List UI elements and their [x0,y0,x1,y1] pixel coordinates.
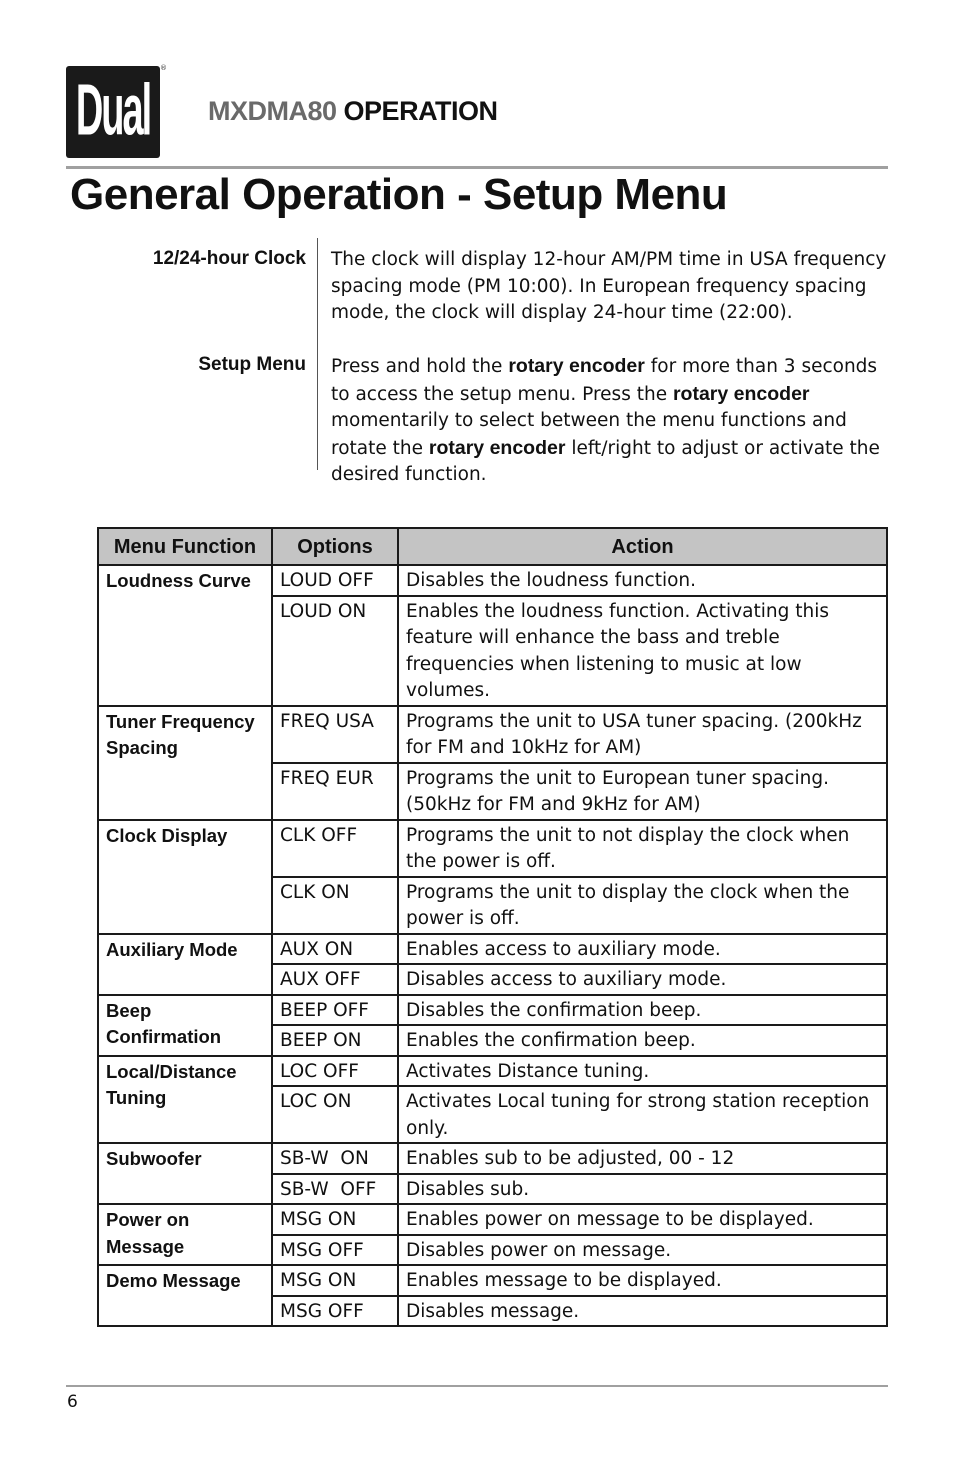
action-cell: Enables sub to be adjusted, 00 - 12 [398,1143,887,1174]
action-cell: Disables sub. [398,1174,887,1205]
action-cell: Programs the unit to not display the clock when the power is off. [398,820,887,877]
table-row [98,565,887,596]
action-cell: Programs the unit to display the clock when the power is off. [398,877,887,934]
action-cell: Enables the loudness function. Activating this feature will enhance the bass and treble frequencies when listening to music at low volumes. [398,596,887,706]
header-action: Action [398,528,887,565]
table-row [98,820,887,877]
table-row [98,706,887,763]
table-row [98,1056,887,1087]
menu-function-cell: Tuner Frequency Spacing [98,706,272,820]
action-cell: Disables power on message. [398,1235,887,1266]
registered-mark: ® [160,64,167,72]
dual-logo [66,66,160,158]
action-cell: Disables the loudness function. [398,565,887,596]
logo-wordmark: Dual [75,71,151,151]
header-options: Options [272,528,398,565]
action-cell: Enables the confirmation beep. [398,1025,887,1056]
table-row [98,1265,887,1296]
action-cell: Disables access to auxiliary mode. [398,964,887,995]
option-cell: MSG OFF [272,1296,398,1327]
option-cell: LOUD ON [272,596,398,706]
action-cell: Enables message to be displayed. [398,1265,887,1296]
clock-description: The clock will display 12-hour AM/PM time in USA frequency spacing mode (PM 10:00). In European frequency spacing mode, the clock will display 24-hour time (22:00). [331,249,887,323]
table-header-row [98,528,887,565]
option-cell: BEEP ON [272,1025,398,1056]
option-cell: FREQ EUR [272,763,398,820]
option-cell: MSG ON [272,1265,398,1296]
setup-menu-label: Setup Menu [198,354,306,375]
table-row [98,995,887,1026]
option-cell: BEEP OFF [272,995,398,1026]
setup-menu-table [97,527,888,1327]
option-cell: MSG OFF [272,1235,398,1266]
option-cell: LOC ON [272,1086,398,1143]
menu-function-cell: Demo Message [98,1265,272,1326]
action-cell: Disables message. [398,1296,887,1327]
menu-function-cell: Local/Distance Tuning [98,1056,272,1144]
option-cell: CLK OFF [272,820,398,877]
action-cell: Enables access to auxiliary mode. [398,934,887,965]
menu-function-cell: Power on Message [98,1204,272,1265]
header-menu-function: Menu Function [98,528,272,565]
action-cell: Enables power on message to be displayed. [398,1204,887,1235]
option-cell: FREQ USA [272,706,398,763]
page-number: 6 [67,1392,78,1412]
clock-label: 12/24-hour Clock [152,248,306,269]
option-cell: CLK ON [272,877,398,934]
intro-divider [317,238,318,470]
menu-function-cell: Auxiliary Mode [98,934,272,995]
menu-function-cell: Subwoofer [98,1143,272,1204]
header-title [208,96,498,127]
option-cell: MSG ON [272,1204,398,1235]
option-cell: LOUD OFF [272,565,398,596]
option-cell: LOC OFF [272,1056,398,1087]
table-row [98,934,887,965]
option-cell: AUX ON [272,934,398,965]
section-name: OPERATION [343,96,498,126]
action-cell: Disables the confirmation beep. [398,995,887,1026]
setup-menu-description: Press and hold the rotary encoder for more than 3 seconds to access the setup menu. Press the rotary encoder momentarily to select between the menu functions and rotate the rotary encoder left/right to adjust or activate the desired function. [331,355,880,485]
option-cell: AUX OFF [272,964,398,995]
header-divider [66,166,888,169]
menu-function-cell: Beep Confirmation [98,995,272,1056]
table-row [98,1204,887,1235]
page-title: General Operation - Setup Menu [70,170,728,219]
option-cell: SB-W OFF [272,1174,398,1205]
option-cell: SB-W ON [272,1143,398,1174]
model-name: MXDMA80 [208,96,337,126]
action-cell: Programs the unit to European tuner spacing. (50kHz for FM and 9kHz for AM) [398,763,887,820]
action-cell: Activates Local tuning for strong station reception only. [398,1086,887,1143]
action-cell: Activates Distance tuning. [398,1056,887,1087]
table-row [98,1143,887,1174]
menu-function-cell: Loudness Curve [98,565,272,706]
action-cell: Programs the unit to USA tuner spacing. (200kHz for FM and 10kHz for AM) [398,706,887,763]
menu-function-cell: Clock Display [98,820,272,934]
footer-divider [66,1385,888,1387]
